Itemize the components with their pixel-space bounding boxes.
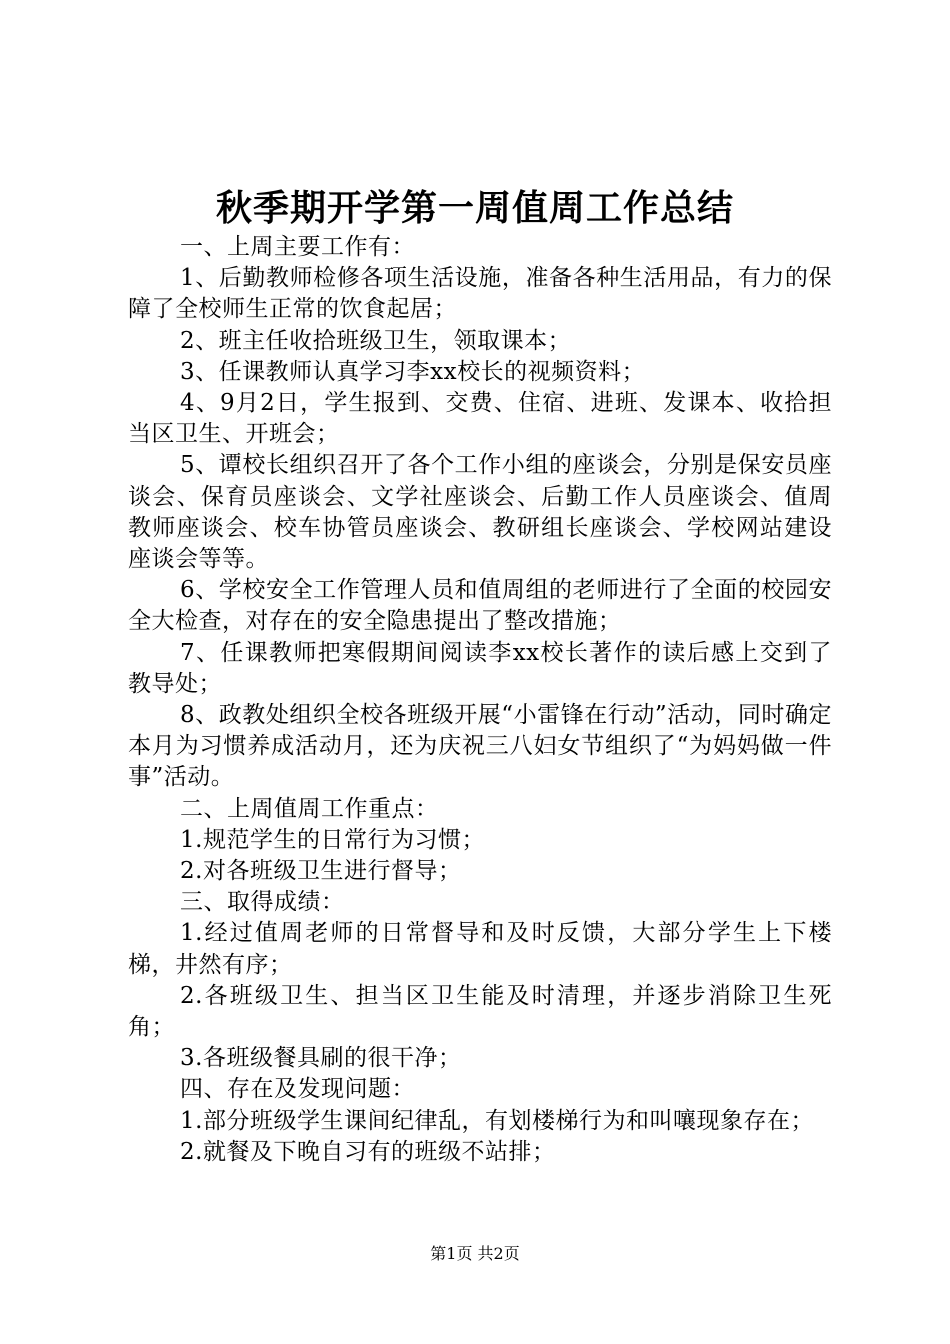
paragraph: 5、谭校长组织召开了各个工作小组的座谈会，分别是保安员座谈会、保育员座谈会、文学社座谈会、后勤工作人员座谈会、值周教师座谈会、校车协管员座谈会、教研组长座谈会、学校网站建设座谈会等等。 — [128, 452, 832, 573]
paragraph: 2.就餐及下晚自习有的班级不站排； — [180, 1138, 556, 1165]
paragraph: 7、任课教师把寒假期间阅读李xx校长著作的读后感上交到了教导处； — [128, 639, 832, 697]
paragraph: 2.对各班级卫生进行督导； — [180, 858, 462, 885]
paragraph: 1.部分班级学生课间纪律乱，有划楼梯行为和叫嚷现象存在； — [180, 1107, 814, 1134]
section-heading: 一、上周主要工作有： — [180, 234, 415, 260]
paragraph: 1.规范学生的日常行为习惯； — [180, 826, 485, 853]
paragraph: 2.各班级卫生、担当区卫生能及时清理，并逐步消除卫生死角； — [128, 982, 832, 1041]
paragraph: 1.经过值周老师的日常督导和及时反馈，大部分学生上下楼梯，井然有序； — [128, 920, 832, 978]
document-title: 秋季期开学第一周值周工作总结 — [215, 187, 734, 229]
section-heading: 四、存在及发现问题： — [180, 1076, 415, 1103]
section-heading: 三、取得成绩： — [180, 889, 345, 916]
paragraph: 3、任课教师认真学习李xx校长的视频资料； — [180, 358, 646, 385]
section-heading: 二、上周值周工作重点： — [180, 795, 439, 822]
paragraph: 6、学校安全工作管理人员和值周组的老师进行了全面的校园安全大检查，对存在的安全隐患提出了整改措施； — [128, 577, 832, 635]
document-body — [128, 232, 832, 1168]
paragraph: 2、班主任收拾班级卫生，领取课本； — [180, 327, 572, 354]
page-footer: 第1页 共2页 — [430, 1244, 520, 1263]
paragraph: 8、政教处组织全校各班级开展“小雷锋在行动”活动，同时确定本月为习惯养成活动月，还为庆祝三八妇女节组织了“为妈妈做一件事”活动。 — [128, 702, 832, 791]
paragraph: 1、后勤教师检修各项生活设施，准备各种生活用品，有力的保障了全校师生正常的饮食起居； — [128, 265, 832, 323]
paragraph: 3.各班级餐具刷的很干净； — [180, 1045, 462, 1072]
paragraph: 4、9月2日，学生报到、交费、住宿、进班、发课本、收拾担当区卫生、开班会； — [128, 390, 832, 448]
